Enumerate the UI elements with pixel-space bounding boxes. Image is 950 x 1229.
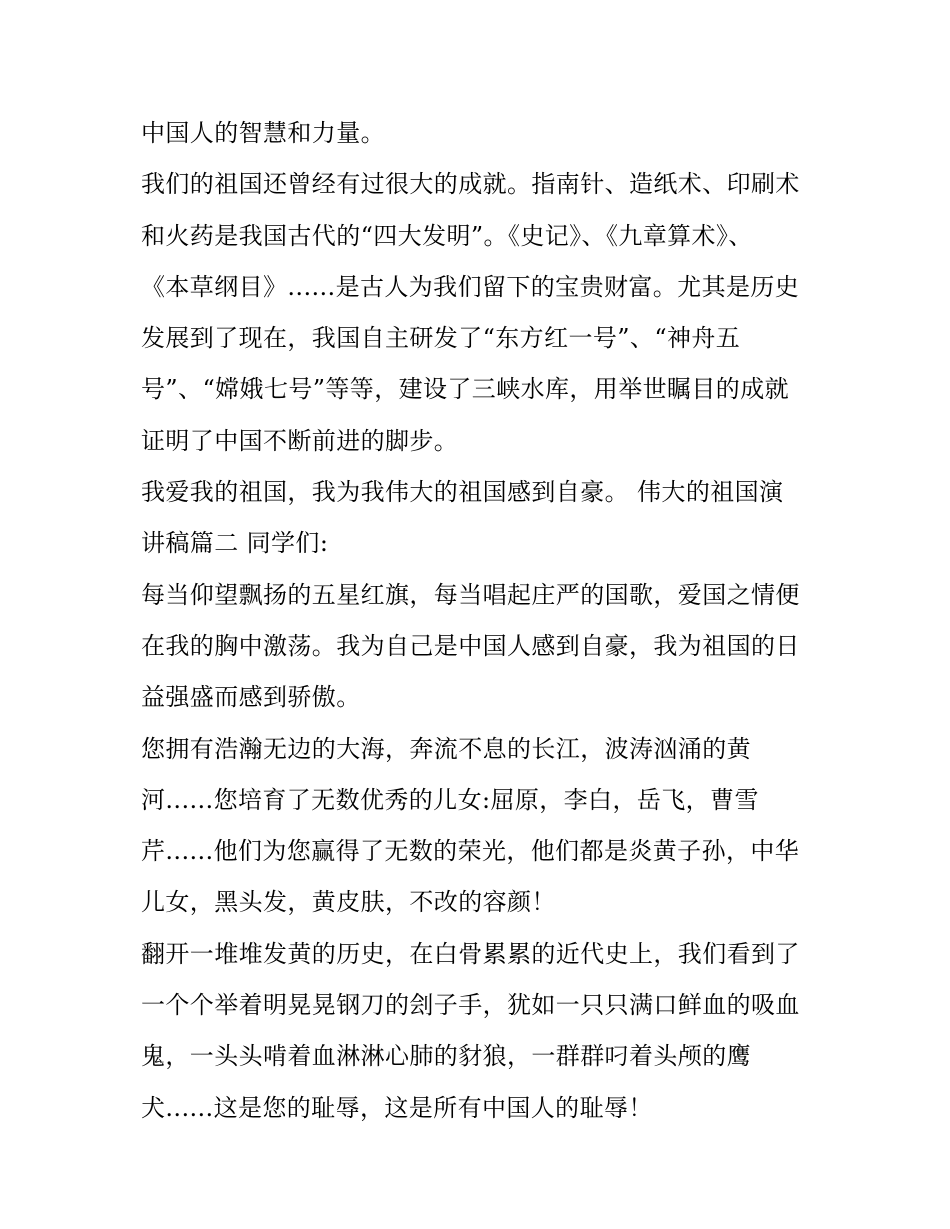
text-line: 我们的祖国还曾经有过很大的成就。指南针、造纸术、印刷术	[141, 170, 800, 199]
text-line: 发展到了现在，我国自主研发了“东方红一号”、“神舟五	[141, 324, 741, 353]
text-line: 和火药是我国古代的“四大发明”。《史记》、《九章算术》、	[141, 221, 753, 250]
text-line: 在我的胸中激荡。我为自己是中国人感到自豪，我为祖国的日	[141, 631, 800, 660]
text-line: 每当仰望飘扬的五星红旗，每当唱起庄严的国歌，爱国之情便	[141, 580, 800, 609]
text-line: 犬......这是您的耻辱，这是所有中国人的耻辱！	[141, 1093, 653, 1122]
text-line: 中国人的智慧和力量。	[141, 119, 385, 147]
text-line: 翻开一堆堆发黄的历史，在白骨累累的近代史上，我们看到了	[141, 939, 800, 968]
text-line: 我爱我的祖国，我为我伟大的祖国感到自豪。 伟大的祖国演	[141, 478, 784, 507]
text-line: 您拥有浩瀚无边的大海，奔流不息的长江，波涛汹涌的黄	[141, 734, 751, 763]
text-line: 儿女，黑头发，黄皮肤，不改的容颜！	[141, 888, 556, 917]
text-line: 鬼，一头头啃着血淋淋心肺的豺狼，一群群叼着头颅的鹰	[141, 1042, 751, 1071]
text-line: 号”、“嫦娥七号”等等，建设了三峡水库，用举世瞩目的成就	[141, 375, 790, 404]
document-body	[141, 108, 831, 1134]
text-line: 芹......他们为您赢得了无数的荣光，他们都是炎黄子孙，中华	[141, 837, 800, 866]
text-line: 《本草纲目》......是古人为我们留下的宝贵财富。尤其是历史	[141, 272, 800, 301]
text-line: 讲稿篇二 同学们:	[141, 529, 329, 558]
text-line: 一个个举着明晃晃钢刀的刽子手，犹如一只只满口鲜血的吸血	[141, 991, 800, 1020]
text-line: 益强盛而感到骄傲。	[141, 683, 361, 712]
text-line: 证明了中国不断前进的脚步。	[141, 426, 459, 455]
text-line: 河......您培育了无数优秀的儿女:屈原，李白，岳飞，曹雪	[141, 785, 759, 814]
